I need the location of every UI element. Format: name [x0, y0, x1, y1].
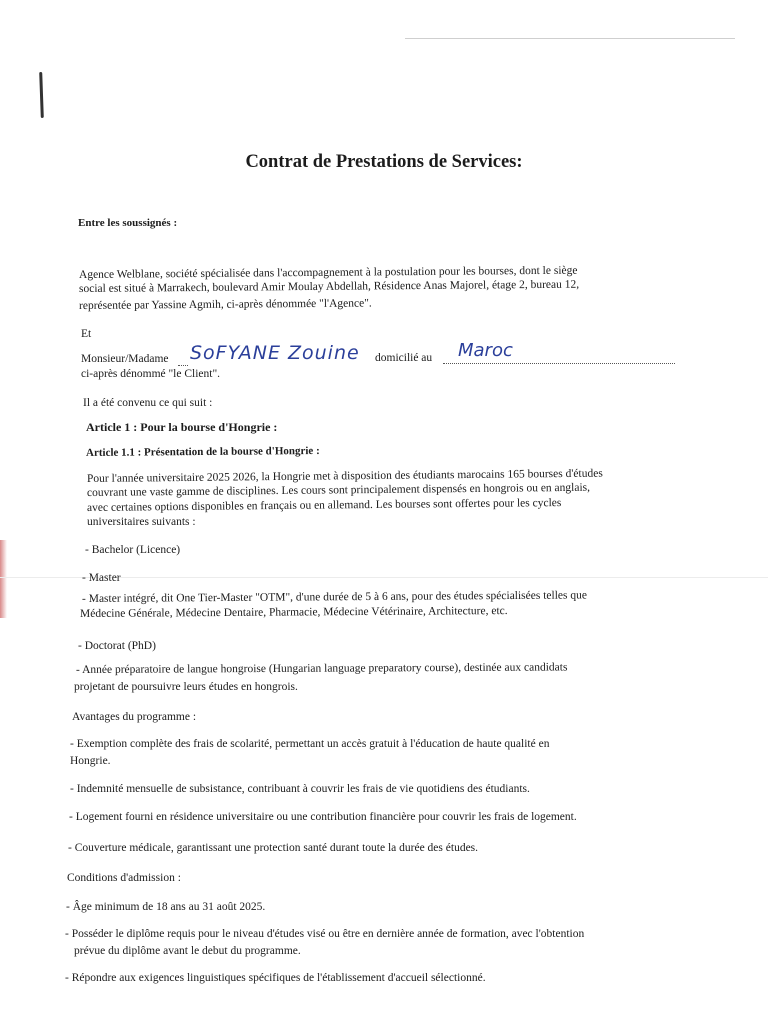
list-item: - Répondre aux exigences linguistiques spécifiques de l'établissement d'accueil sélectionné. — [65, 972, 486, 984]
intro-line: couvrant une vaste gamme de disciplines. Les cours sont principalement dispensés en hongrois ou en anglais, — [86, 481, 591, 499]
intro-line: universitaires suivants : — [87, 516, 196, 528]
agreed-line: Il a été convenu ce qui suit : — [83, 397, 213, 409]
dotted-fill — [443, 363, 675, 364]
advantages-heading: Avantages du programme : — [72, 711, 197, 723]
pen-mark — [39, 72, 44, 118]
agency-line: représentée par Yassine Agmih, ci-après dénommée "l'Agence". — [78, 297, 372, 312]
list-item: - Exemption complète des frais de scolarité, permettant un accès gratuit à l'éducation de haute qualité en — [70, 738, 550, 750]
list-item: - Master — [82, 572, 121, 584]
conditions-heading: Conditions d'admission : — [67, 872, 181, 884]
list-item-continued: prévue du diplôme avant le debut du programme. — [74, 945, 301, 957]
et-label: Et — [81, 328, 92, 340]
handwritten-client-name: SoFYANE Zouine — [190, 342, 360, 364]
list-item: - Doctorat (PhD) — [78, 640, 156, 652]
parties-heading: Entre les soussignés : — [78, 217, 178, 229]
agency-line: Agence Welblane, société spécialisée dans l'accompagnement à la postulation pour les bourses, dont le siège — [78, 264, 578, 281]
list-item: - Bachelor (Licence) — [85, 544, 181, 556]
list-item-continued: projetant de poursuivre leurs études en hongrois. — [74, 681, 298, 693]
list-item: - Indemnité mensuelle de subsistance, contribuant à couvrir les frais de vie quotidiens des étudiants. — [70, 783, 530, 795]
list-item: - Master intégré, dit One Tier-Master "OTM", d'une durée de 5 à 6 ans, pour des études spécialisées telles que — [81, 589, 587, 605]
scan-top-edge — [405, 38, 735, 39]
domicile-label: domicilié au — [375, 352, 433, 364]
list-item: - Année préparatoire de langue hongroise (Hungarian language preparatory course), destinée aux candidats — [75, 661, 568, 676]
list-item: - Logement fourni en résidence universitaire ou une contribution financière pour couvrir les frais de logement. — [69, 811, 577, 823]
client-suffix: ci-après dénommé "le Client". — [81, 368, 221, 380]
list-item-continued: Hongrie. — [70, 755, 111, 767]
list-item: - Âge minimum de 18 ans au 31 août 2025. — [66, 901, 266, 913]
list-item-continued: Médecine Générale, Médecine Dentaire, Pharmacie, Médecine Vétérinaire, Architecture, etc. — [79, 605, 508, 620]
document-title: Contrat de Prestations de Services: — [245, 152, 523, 172]
article1-heading: Article 1 : Pour la bourse d'Hongrie : — [86, 420, 278, 434]
article1-1-heading: Article 1.1 : Présentation de la bourse d'Hongrie : — [85, 444, 320, 459]
list-item: - Posséder le diplôme requis pour le niveau d'études visé ou être en dernière année de formation, avec l'obtention — [65, 928, 585, 940]
client-prefix: Monsieur/Madame — [81, 353, 169, 365]
scan-edge-shadow — [0, 540, 7, 618]
agency-line: social est situé à Marrakech, boulevard Amir Moulay Abdellah, Résidence Anas Majorel, étage 2, bureau 12, — [78, 278, 580, 295]
intro-line: avec certaines options disponibles en français ou en allemand. Les bourses sont offertes pour les cycles — [86, 497, 562, 514]
intro-line: Pour l'année universitaire 2025 2026, la Hongrie met à disposition des étudiants marocains 165 bourses d'études — [86, 467, 603, 485]
handwritten-domicile: Maroc — [458, 340, 513, 361]
dotted-fill — [178, 365, 188, 366]
list-item: - Couverture médicale, garantissant une protection santé durant toute la durée des études. — [68, 842, 479, 854]
